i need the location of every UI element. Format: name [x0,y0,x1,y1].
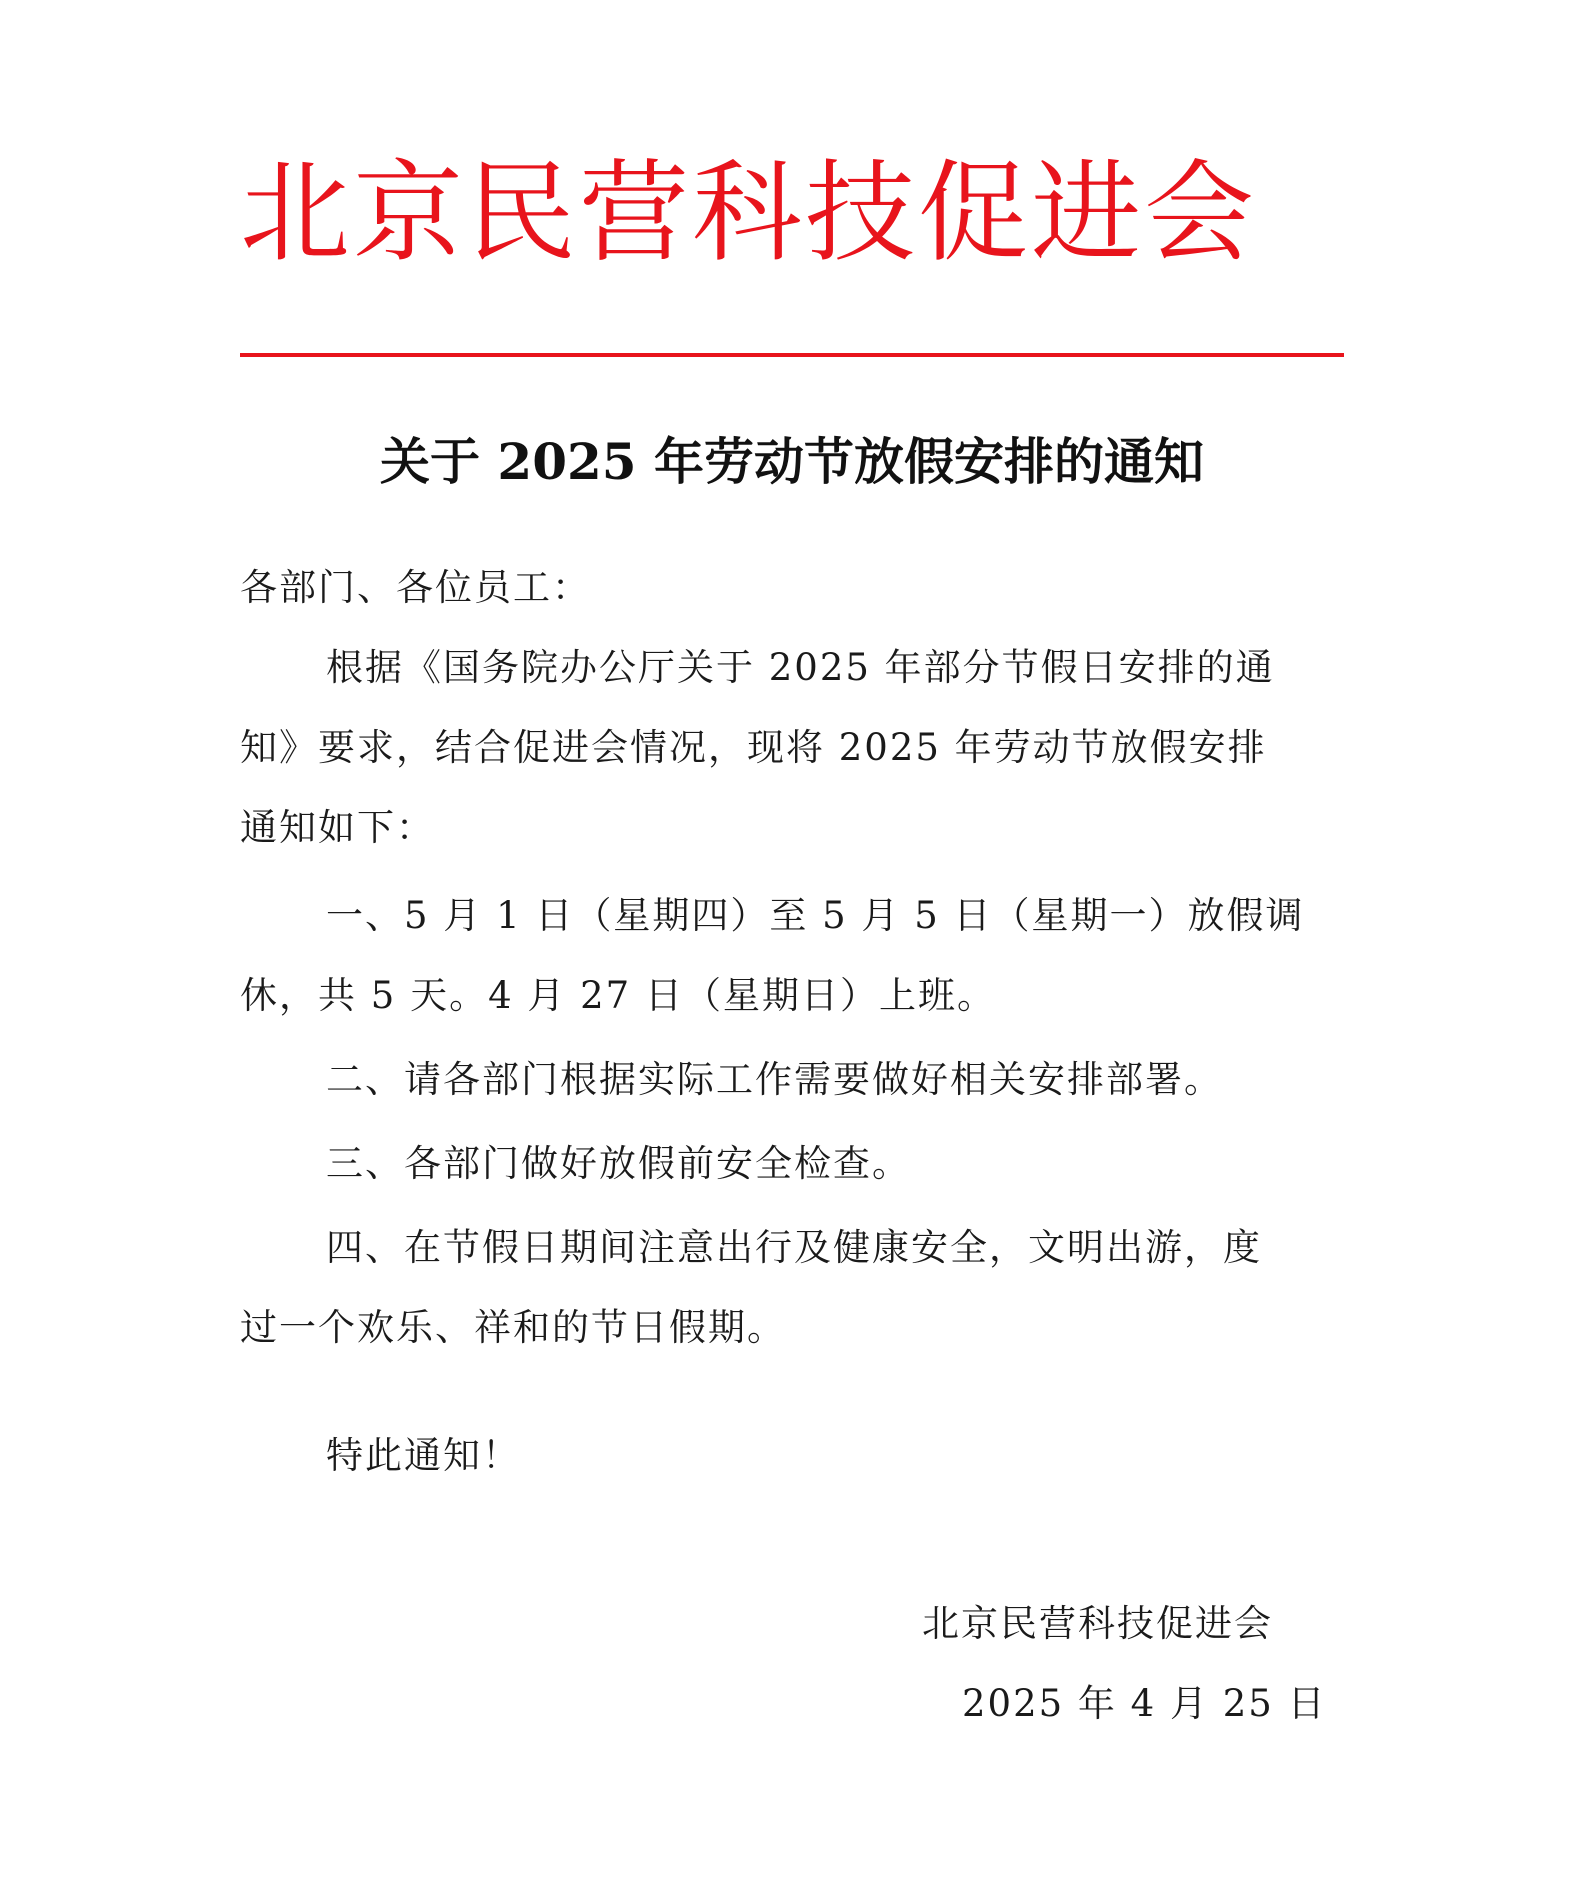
signature-organization: 北京民营科技促进会 [922,1602,1273,1645]
signature-date: 2025 年 4 月 25 日 [962,1682,1327,1725]
item-1-line-2: 休，共 5 天。4 月 27 日（星期日）上班。 [240,974,996,1017]
item-1-line-1: 一、5 月 1 日（星期四）至 5 月 5 日（星期一）放假调 [326,894,1305,937]
organization-letterhead: 北京民营科技促进会 [240,149,1257,277]
item-2: 二、请各部门根据实际工作需要做好相关安排部署。 [326,1058,1223,1101]
intro-paragraph-line-1: 根据《国务院办公厅关于 2025 年部分节假日安排的通 [326,646,1275,689]
item-4-line-2: 过一个欢乐、祥和的节日假期。 [240,1306,786,1349]
item-3: 三、各部门做好放假前安全检查。 [326,1142,911,1185]
document-title: 关于 2025 年劳动节放假安排的通知 [380,432,1204,491]
red-divider-line [240,353,1344,357]
item-4-line-1: 四、在节假日期间注意出行及健康安全，文明出游，度 [326,1226,1262,1269]
closing-remark: 特此通知！ [326,1434,521,1477]
intro-paragraph-line-2: 知》要求，结合促进会情况，现将 2025 年劳动节放假安排 [240,726,1267,769]
salutation: 各部门、各位员工： [240,566,591,609]
intro-paragraph-line-3: 通知如下： [240,806,435,849]
